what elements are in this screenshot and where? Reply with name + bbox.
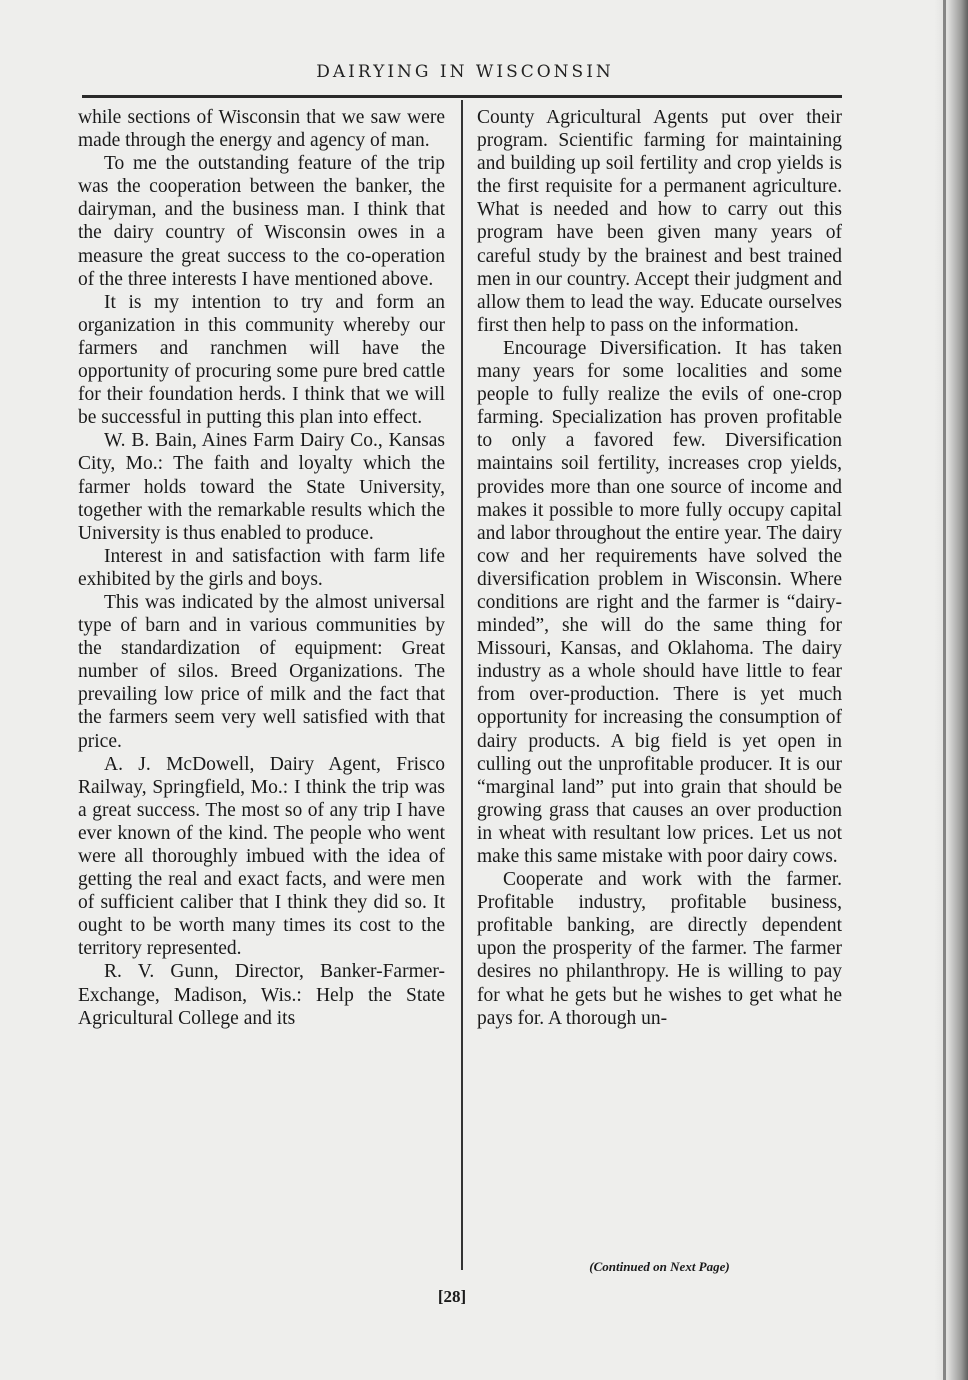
paragraph: while sections of Wisconsin that we saw were made through the energy and agency of man. — [78, 107, 445, 152]
continued-note: (Continued on Next Page) — [589, 1259, 730, 1274]
paragraph: W. B. Bain, Aines Farm Dairy Co., Kansas City, Mo.: The faith and loyalty which the farmer holds toward the State University, together with the remarkable results which the University is thus enabled to produce. — [78, 430, 445, 544]
paragraph: This was indicated by the almost universal type of barn and in various communities by the standardization of equipment: Great number of silos. Breed Organizations. The prevailing low price of milk and the fact that the farmers seem very well satisfied with that price. — [78, 591, 445, 752]
paragraph: It is my intention to try and form an organization in this community whereby our farmers and ranchmen will have the opportunity of procuring some pure bred cattle for their foundation herds. I think that we will be successful in putting this plan into effect. — [78, 291, 445, 429]
page-edge-line — [943, 0, 946, 1380]
paragraph: A. J. McDowell, Dairy Agent, Frisco Railway, Springfield, Mo.: I think the trip was a great success. The most so of any trip I have ever known of the kind. The people who went were all thoroughly imbued with the idea of getting the real and exact facts, and were men of sufficient caliber that I think they did so. It ought to be worth many times its cost to the territory represented. — [78, 753, 445, 960]
paragraph: Interest in and satisfaction with farm life exhibited by the girls and boys. — [78, 545, 445, 590]
page-number: [28] — [437, 1287, 467, 1306]
column-divider — [461, 100, 463, 1270]
right-column — [477, 106, 842, 1030]
page-edge-shadow — [934, 0, 968, 1380]
running-head: DAIRYING IN WISCONSIN — [316, 62, 614, 82]
paragraph: County Agricultural Agents put over their program. Scientific farming for maintaining and building up soil fertility and crop yields is the first requisite for a permanent agriculture. What is needed and how to carry out this program have been given many years of careful study by the brainest and best trained men in our country. Accept their judgment and allow them to lead the way. Educate ourselves first then help to pass on the information. — [477, 107, 842, 336]
paragraph: To me the outstanding feature of the trip was the cooperation between the banker, the dairyman, and the business man. I think that the dairy country of Wisconsin owes in a measure the great success to the co-operation of the three interests I have mentioned above. — [78, 153, 445, 290]
paragraph: R. V. Gunn, Director, Banker-Farmer-Exchange, Madison, Wis.: Help the State Agricultural College and its — [78, 961, 445, 1029]
header-rule — [82, 95, 842, 98]
left-column — [78, 106, 445, 1030]
paragraph: Cooperate and work with the farmer. Profitable industry, profitable business, profitable banking, are directly dependent upon the prosperity of the farmer. The farmer desires no philanthropy. He is willing to pay for what he gets but he wishes to get what he pays for. A thorough un- — [477, 869, 842, 1029]
paragraph: Encourage Diversification. It has taken many years for some localities and some people to fully realize the evils of one-crop farming. Specialization has proven profitable to only a favored few. Diversification maintains soil fertility, increases crop yields, provides more than one source of income and makes it possible to more fully occupy capital and labor throughout the entire year. The dairy cow and her requirements have solved the diversification problem in Wisconsin. Where conditions are right and the farmer is “dairy-minded”, she will do the same thing for Missouri, Kansas, and Oklahoma. The dairy industry as a whole should have little to fear from over-production. There is yet much opportunity for increasing the consumption of dairy products. A big field is yet open in culling out the unprofitable producer. It is our “marginal land” put into grain that should be growing grass that causes an over production in wheat with resultant low prices. Let us not make this same mistake with poor dairy cows. — [477, 337, 842, 867]
